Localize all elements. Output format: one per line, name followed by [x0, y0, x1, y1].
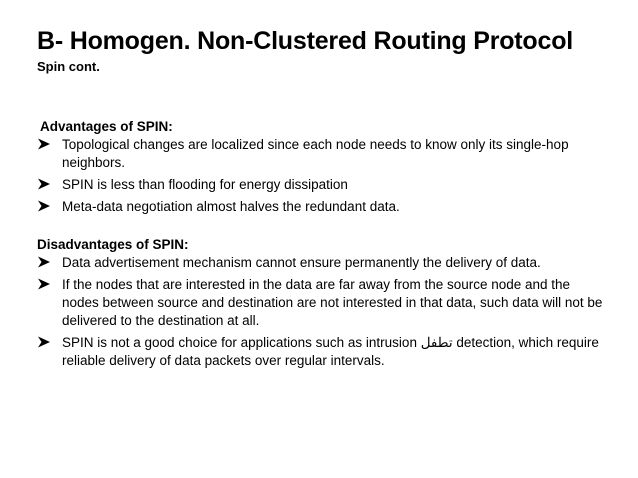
- arrow-bullet-icon: [37, 137, 51, 151]
- arrow-bullet-icon: [37, 199, 51, 213]
- arrow-bullet-icon: [37, 335, 51, 349]
- disadvantage-text-before: SPIN is not a good choice for applications such as intrusion: [62, 335, 421, 350]
- list-item: [37, 136, 607, 172]
- disadvantages-list: [37, 254, 607, 370]
- list-item: [37, 334, 607, 370]
- arabic-word: تطفل: [420, 335, 453, 350]
- list-item: [37, 276, 607, 330]
- advantage-text: SPIN is less than flooding for energy dissipation: [62, 177, 348, 192]
- disadvantage-text-after: detection, which require reliable delivery of data packets over regular intervals.: [62, 335, 599, 368]
- disadvantage-text: Data advertisement mechanism cannot ensure permanently the delivery of data.: [62, 255, 541, 270]
- list-item: [37, 198, 607, 216]
- arrow-bullet-icon: [37, 177, 51, 191]
- slide-subtitle: Spin cont.: [37, 59, 100, 74]
- advantages-list: [37, 136, 607, 216]
- list-item: [37, 254, 607, 272]
- advantages-heading: Advantages of SPIN:: [40, 119, 173, 134]
- advantage-text: Meta-data negotiation almost halves the redundant data.: [62, 199, 400, 214]
- arrow-bullet-icon: [37, 255, 51, 269]
- advantage-text: Topological changes are localized since each node needs to know only its single-hop neighbors.: [62, 137, 569, 170]
- arrow-bullet-icon: [37, 277, 51, 291]
- list-item: [37, 176, 607, 194]
- slide-title: B- Homogen. Non-Clustered Routing Protocol: [37, 27, 574, 55]
- disadvantage-text: If the nodes that are interested in the data are far away from the source node and the nodes between source and destination are not interested in that data, such data will not be delivered to the destination at all.: [62, 277, 603, 328]
- advantages-section: [37, 118, 607, 220]
- disadvantages-section: [37, 236, 607, 374]
- disadvantages-heading: Disadvantages of SPIN:: [37, 237, 189, 252]
